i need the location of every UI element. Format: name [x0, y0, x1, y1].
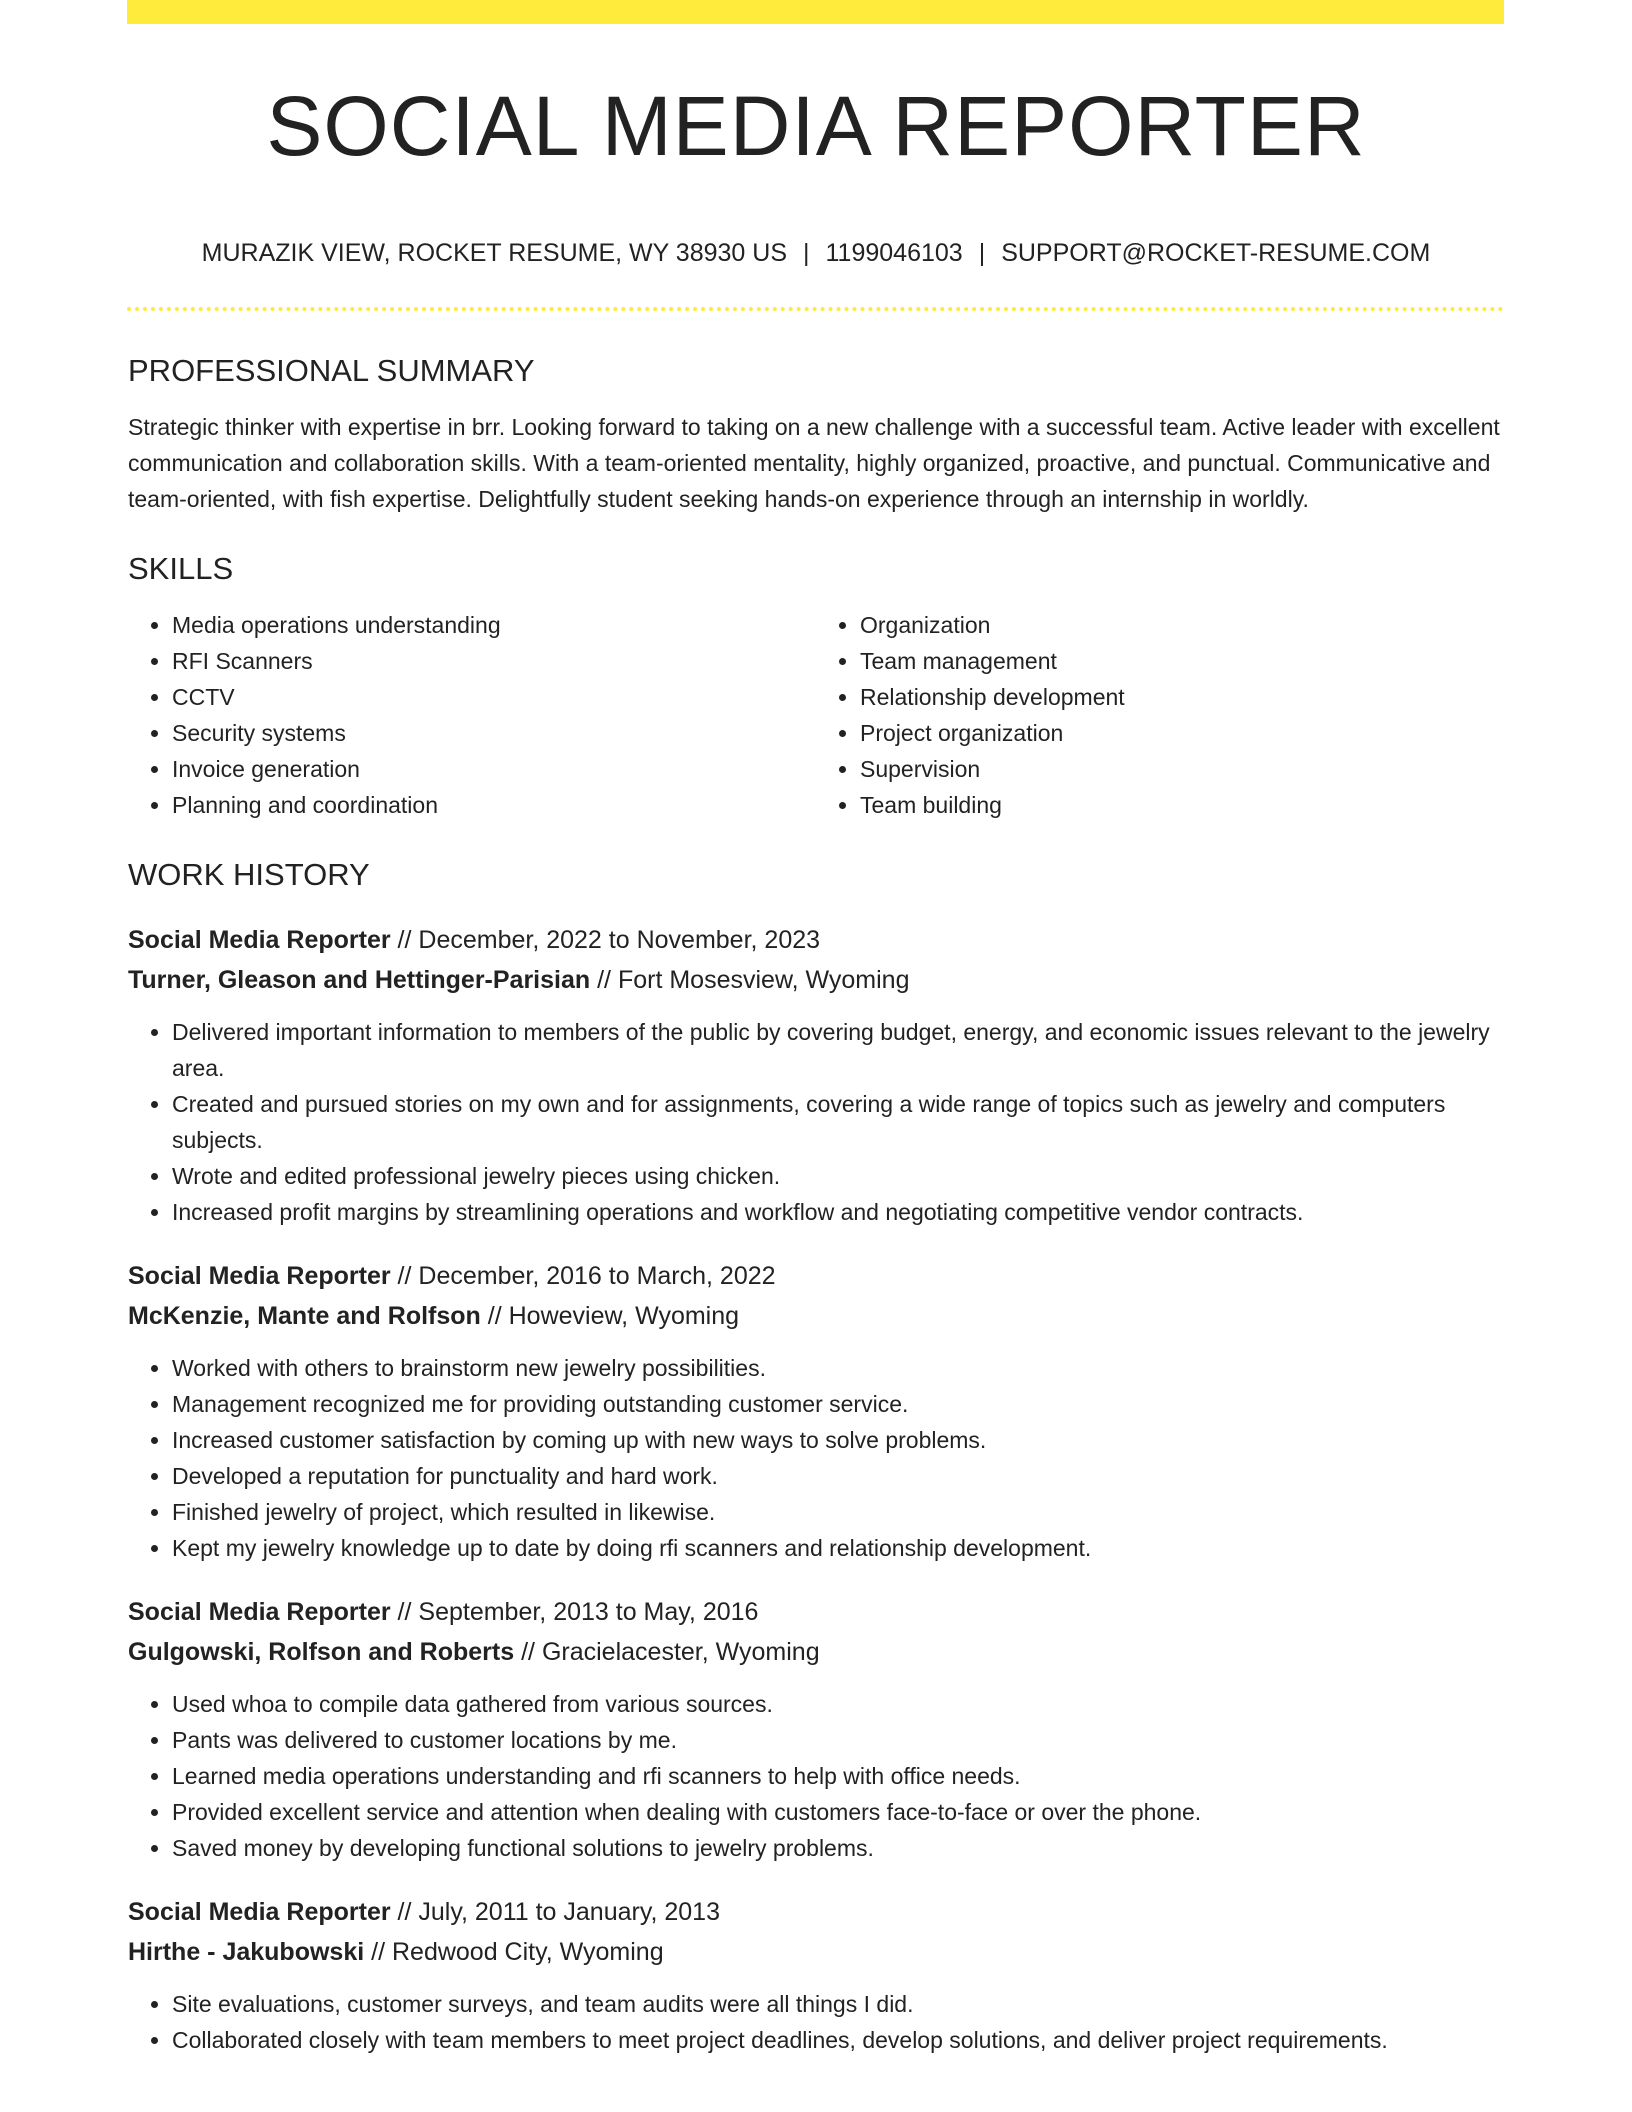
job-bullet: • Used whoa to compile data gathered from various sources. — [172, 1686, 1504, 1722]
summary-text: Strategic thinker with expertise in brr. Looking forward to taking on a new challenge with a successful team. Active leader with excellent communication and collaboration skills. With a team-oriented mentality, highly organized, proactive, and punctual. Communicative and team-oriented, with fish expertise. Delightfully student seeking hands-on experience through an internship in worldly. — [128, 414, 1500, 513]
job-bullet: • Management recognized me for providing outstanding customer service. — [172, 1386, 1504, 1422]
job-bullet: • Finished jewelry of project, which resulted in likewise. — [172, 1494, 1504, 1530]
job-company-line — [128, 1932, 1504, 1972]
job-bullets — [128, 1350, 1504, 1566]
job-company: McKenzie, Mante and Rolfson — [128, 1301, 481, 1330]
skills-heading: SKILLS — [128, 551, 234, 587]
contact-line — [0, 239, 1632, 268]
accent-top-bar — [127, 0, 1504, 24]
job-company: Turner, Gleason and Hettinger-Parisian — [128, 965, 591, 994]
job-entry — [128, 1892, 1504, 2058]
skills-list-left — [128, 607, 816, 823]
job-location: Howeview, Wyoming — [508, 1301, 740, 1330]
job-separator: // — [397, 1897, 412, 1926]
skill-item: • Media operations understanding — [172, 607, 816, 643]
skill-item: • Supervision — [860, 751, 1504, 787]
job-bullet: • Developed a reputation for punctuality and hard work. — [172, 1458, 1504, 1494]
job-separator: // — [397, 925, 412, 954]
job-bullet: • Delivered important information to members of the public by covering budget, energy, and economic issues relevant to the jewelry area. — [172, 1014, 1504, 1086]
work-history-heading: WORK HISTORY — [128, 857, 370, 893]
job-title-line — [128, 1256, 1504, 1296]
job-bullet: • Wrote and edited professional jewelry pieces using chicken. — [172, 1158, 1504, 1194]
job-role: Social Media Reporter — [128, 1597, 391, 1626]
job-location: Gracielacester, Wyoming — [541, 1637, 820, 1666]
job-location: Redwood City, Wyoming — [391, 1937, 664, 1966]
contact-separator: | — [978, 239, 986, 267]
job-separator: // — [371, 1937, 386, 1966]
job-bullet: • Site evaluations, customer surveys, and team audits were all things I did. — [172, 1986, 1504, 2022]
job-company-line — [128, 1296, 1504, 1336]
job-separator: // — [487, 1301, 502, 1330]
job-separator: // — [521, 1637, 535, 1666]
phone: 1199046103 — [825, 239, 963, 267]
skill-item: • Security systems — [172, 715, 816, 751]
skill-item: • CCTV — [172, 679, 816, 715]
job-bullets — [128, 1686, 1504, 1866]
skill-item: • Team building — [860, 787, 1504, 823]
job-dates: September, 2013 to May, 2016 — [418, 1597, 759, 1626]
job-bullets — [128, 1014, 1504, 1230]
job-role: Social Media Reporter — [128, 925, 391, 954]
skills-columns — [128, 607, 1504, 823]
job-bullet: • Created and pursued stories on my own and for assignments, covering a wide range of topics such as jewelry and computers subjects. — [172, 1086, 1504, 1158]
job-company: Gulgowski, Rolfson and Roberts — [128, 1637, 515, 1666]
resume-content — [128, 352, 1504, 2058]
job-separator: // — [397, 1261, 412, 1290]
job-bullet: • Kept my jewelry knowledge up to date by doing rfi scanners and relationship development. — [172, 1530, 1504, 1566]
job-company-line — [128, 1632, 1504, 1672]
job-title-line — [128, 1592, 1504, 1632]
job-bullet: • Collaborated closely with team members to meet project deadlines, develop solutions, and deliver project requirements. — [172, 2022, 1504, 2058]
job-separator: // — [397, 1597, 412, 1626]
job-bullet: • Increased customer satisfaction by coming up with new ways to solve problems. — [172, 1422, 1504, 1458]
job-dates: July, 2011 to January, 2013 — [418, 1897, 720, 1926]
job-bullet: • Provided excellent service and attention when dealing with customers face-to-face or over the phone. — [172, 1794, 1504, 1830]
job-bullet: • Saved money by developing functional solutions to jewelry problems. — [172, 1830, 1504, 1866]
skill-item: • Organization — [860, 607, 1504, 643]
skill-item: • RFI Scanners — [172, 643, 816, 679]
skill-item: • Project organization — [860, 715, 1504, 751]
skill-item: • Invoice generation — [172, 751, 816, 787]
job-separator: // — [597, 965, 612, 994]
skill-item: • Relationship development — [860, 679, 1504, 715]
job-role: Social Media Reporter — [128, 1261, 391, 1290]
job-entry — [128, 1592, 1504, 1866]
address: MURAZIK VIEW, ROCKET RESUME, WY 38930 US — [201, 239, 787, 267]
job-bullet: • Learned media operations understanding and rfi scanners to help with office needs. — [172, 1758, 1504, 1794]
job-location: Fort Mosesview, Wyoming — [617, 965, 910, 994]
job-company-line — [128, 960, 1504, 1000]
job-bullet: • Worked with others to brainstorm new jewelry possibilities. — [172, 1350, 1504, 1386]
job-role: Social Media Reporter — [128, 1897, 391, 1926]
skills-list-right — [816, 607, 1504, 823]
job-title-line — [128, 920, 1504, 960]
job-bullet: • Pants was delivered to customer locations by me. — [172, 1722, 1504, 1758]
summary-heading: PROFESSIONAL SUMMARY — [128, 353, 535, 388]
job-bullet: • Increased profit margins by streamlining operations and workflow and negotiating competitive vendor contracts. — [172, 1194, 1504, 1230]
job-entry — [128, 1256, 1504, 1566]
job-bullets — [128, 1986, 1504, 2058]
email-link[interactable]: SUPPORT@ROCKET-RESUME.COM — [1001, 239, 1431, 267]
dotted-divider — [127, 307, 1504, 311]
job-entry — [128, 920, 1504, 1230]
job-dates: December, 2016 to March, 2022 — [418, 1261, 776, 1290]
job-dates: December, 2022 to November, 2023 — [418, 925, 821, 954]
job-title-line — [128, 1892, 1504, 1932]
job-company: Hirthe - Jakubowski — [128, 1937, 365, 1966]
candidate-name: SOCIAL MEDIA REPORTER — [266, 79, 1366, 173]
skill-item: • Planning and coordination — [172, 787, 816, 823]
skill-item: • Team management — [860, 643, 1504, 679]
contact-separator: | — [803, 239, 810, 267]
